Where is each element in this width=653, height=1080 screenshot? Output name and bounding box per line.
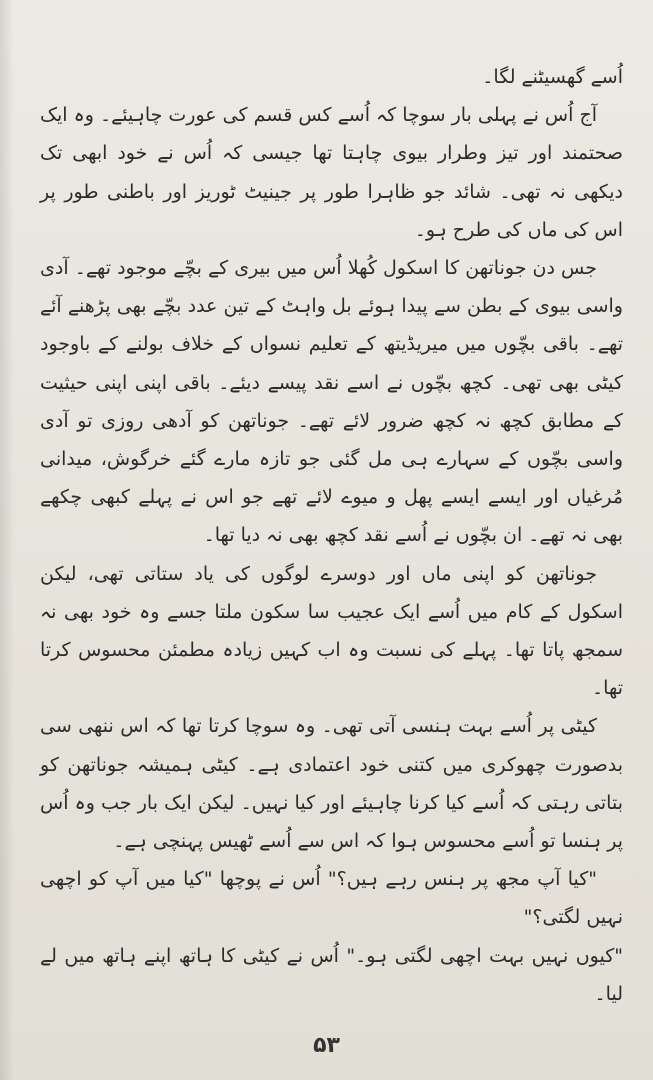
paragraph-7: "کیوں نہیں بہت اچھی لگتی ہو۔" اُس نے کیٹی کا ہاتھ اپنے ہاتھ میں لے لیا۔ [40, 944, 623, 1005]
paragraph-2: آج اُس نے پہلی بار سوچا کہ اُسے کس قسم کی عورت چاہیئے۔ وہ ایک صحتمند اور تیز وطرار بیوی چاہتا تھا جیسی کہ اُس نے خود ابھی تک دیکھی نہ تھی۔ شائد جو ظاہرا طور پر جینیٹ ٹوریز اور باطنی طور پر اس کی ماں کی طرح ہو۔ [40, 104, 623, 241]
binding-shadow [0, 0, 14, 1080]
paragraph-6: "کیا آپ مجھ پر ہنس رہے ہیں؟" اُس نے پوچھا "کیا میں آپ کو اچھی نہیں لگتی؟" [40, 868, 623, 929]
paragraph-3: جس دن جوناتھن کا اسکول کُھلا اُس میں بیری کے بچّے موجود تھے۔ آدی واسی بیوی کے بطن سے پیدا ہوئے بل واہٹ کے تین عدد بچّے بھی پڑھنے آئے تھے۔ باقی بچّوں میں میریڈیتھ کے تعلیم نسواں کے خلاف بولنے کے باوجود کیٹی بھی تھی۔ کچھ بچّوں نے اسے نقد پیسے دیئے۔ باقی اپنی اپنی حیثیت کے مطابق کچھ نہ کچھ ضرور لائے تھے۔ جوناتھن کو آدھی روزی تو آدی واسی بچّوں کے سہارے ہی مل گئی جو تازہ مارے گئے خرگوش، میدانی مُرغیاں اور ایسے ایسے پھل و میوے لائے تھے جو اس نے پہلے کبھی چکھے بھی نہ تھے۔ ان بچّوں نے اُسے نقد کچھ بھی نہ دیا تھا۔ [40, 257, 623, 547]
paragraph-4: جوناتھن کو اپنی ماں اور دوسرے لوگوں کی یاد ستاتی تھی، لیکن اسکول کے کام میں اُسے ایک عجیب سا سکون ملتا جسے وہ خود بھی نہ سمجھ پاتا تھا۔ پہلے کی نسبت وہ اب کہیں زیادہ مطمئن محسوس کرتا تھا۔ [40, 562, 623, 700]
page-number: ۵۳ [313, 1033, 340, 1058]
paragraph-1: اُسے گھسیٹنے لگا۔ [482, 66, 623, 88]
page-text [40, 58, 623, 1013]
paragraph-5: کیٹی پر اُسے بہت ہنسی آتی تھی۔ وہ سوچا کرتا تھا کہ اس ننھی سی بدصورت چھوکری میں کتنی خود اعتمادی ہے۔ کیٹی ہمیشہ جوناتھن کو بتاتی رہتی کہ اُسے کیا کرنا چاہیئے اور کیا نہیں۔ لیکن ایک بار جب وہ اُس پر ہنسا تو اُسے محسوس ہوا کہ اس سے اُسے ٹھیس پہنچی ہے۔ [40, 715, 623, 853]
